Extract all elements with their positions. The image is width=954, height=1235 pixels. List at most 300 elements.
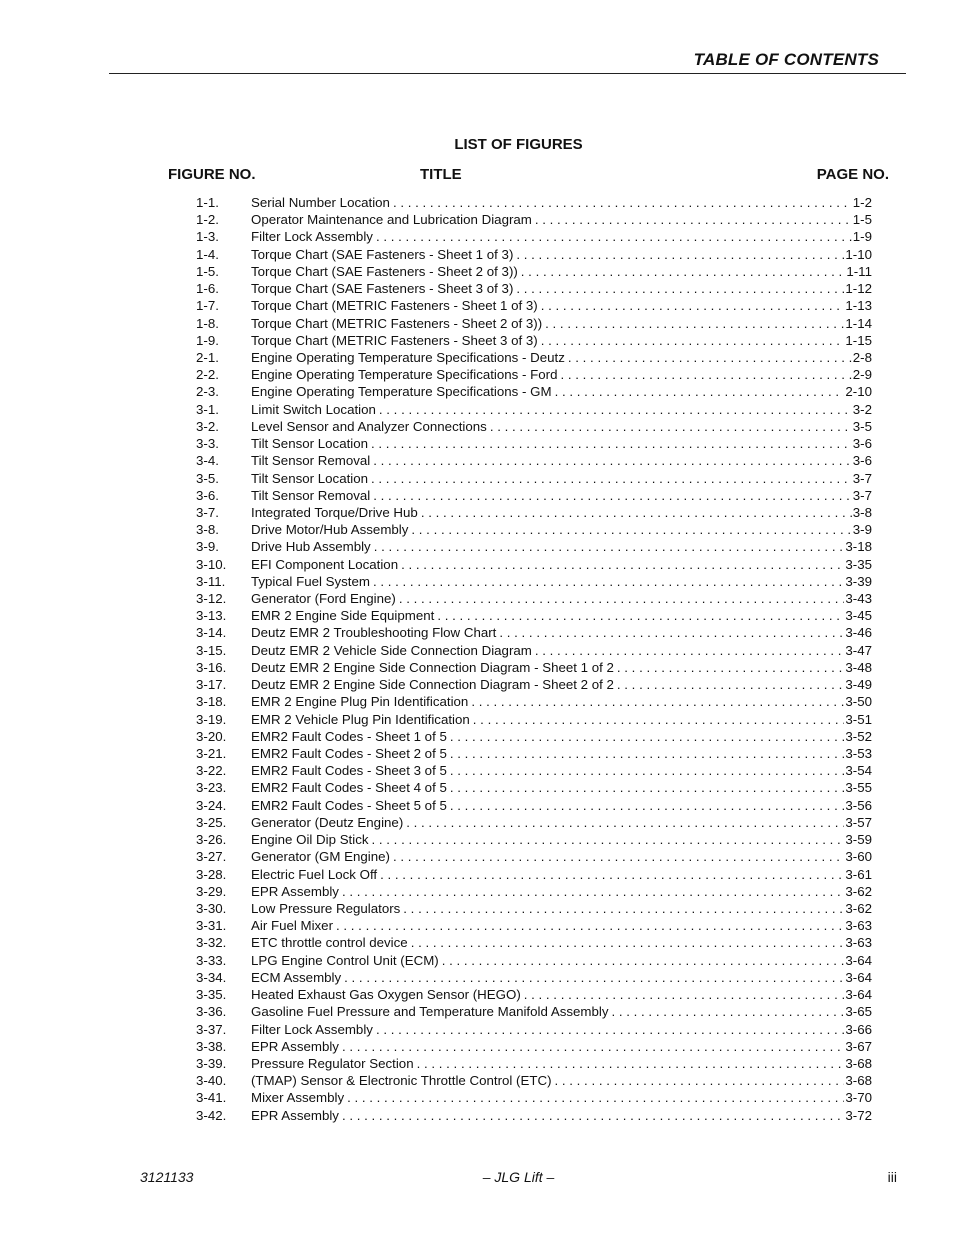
dot-leader	[342, 883, 844, 900]
figure-title: EMR2 Fault Codes - Sheet 5 of 5	[251, 797, 450, 814]
figure-title: Drive Motor/Hub Assembly	[251, 521, 411, 538]
section-title: TABLE OF CONTENTS	[693, 50, 879, 69]
entry-line	[251, 470, 872, 487]
figure-title: Tilt Sensor Location	[251, 470, 371, 487]
entry-line	[251, 728, 872, 745]
figure-page: 3-62	[845, 883, 872, 899]
figure-title: EPR Assembly	[251, 1107, 342, 1124]
figure-number: 1-3.	[196, 229, 219, 245]
figure-number: 1-9.	[196, 332, 219, 348]
list-item[interactable]	[196, 521, 872, 538]
list-item[interactable]	[196, 418, 872, 435]
list-item[interactable]	[196, 986, 872, 1003]
figure-page: 3-5	[852, 418, 872, 434]
dot-leader	[611, 1003, 844, 1020]
figure-title: Deutz EMR 2 Engine Side Connection Diagram - Sheet 2 of 2	[251, 676, 617, 693]
figure-number: 3-17.	[196, 677, 227, 693]
entry-line	[251, 504, 872, 521]
figure-number: 2-1.	[196, 349, 219, 365]
list-item[interactable]	[196, 383, 872, 400]
figure-number: 3-12.	[196, 591, 227, 607]
list-item[interactable]	[196, 866, 872, 883]
list-item[interactable]	[196, 779, 872, 796]
entry-line	[251, 607, 872, 624]
figure-number: 1-1.	[196, 195, 219, 210]
figure-page: 3-53	[845, 746, 872, 761]
list-item[interactable]	[196, 642, 872, 659]
entry-line	[251, 745, 872, 762]
list-item[interactable]	[196, 211, 872, 228]
figure-page: 3-18	[845, 539, 872, 555]
figure-title: Low Pressure Regulators	[251, 900, 403, 917]
dot-leader	[342, 1038, 844, 1055]
entry-line	[251, 401, 872, 418]
list-item[interactable]	[196, 883, 872, 900]
list-item[interactable]	[196, 349, 872, 366]
figure-page: 2-9	[852, 367, 872, 383]
entry-line	[251, 952, 872, 969]
figure-number: 3-7.	[196, 504, 219, 520]
dot-leader	[374, 538, 845, 555]
entry-line	[251, 435, 872, 452]
figure-number: 3-26.	[196, 832, 227, 848]
figure-number: 3-20.	[196, 728, 227, 744]
figure-page: 1-9	[852, 229, 872, 245]
figure-page: 1-11	[846, 263, 872, 279]
figure-page: 3-55	[845, 780, 872, 796]
entry-line	[251, 590, 872, 607]
dot-leader	[516, 246, 844, 263]
list-item[interactable]	[196, 745, 872, 762]
entry-line	[251, 573, 872, 590]
figure-page: 1-14	[845, 315, 872, 331]
list-item[interactable]	[196, 297, 872, 314]
entry-line	[251, 711, 872, 728]
figure-title: (TMAP) Sensor & Electronic Throttle Control (ETC)	[251, 1072, 555, 1089]
list-item[interactable]	[196, 952, 872, 969]
figure-number: 1-4.	[196, 246, 219, 262]
list-item[interactable]	[196, 452, 872, 469]
list-item[interactable]	[196, 280, 872, 297]
list-heading: LIST OF FIGURES	[454, 136, 583, 153]
entry-line	[251, 797, 872, 814]
figure-number: 1-5.	[196, 263, 219, 279]
figure-page: 2-10	[845, 384, 872, 400]
figure-number: 3-36.	[196, 1004, 227, 1020]
figure-number: 3-22.	[196, 763, 227, 779]
dot-leader	[471, 693, 844, 710]
list-item[interactable]	[196, 435, 872, 452]
entry-line	[251, 556, 872, 573]
dot-leader	[473, 711, 845, 728]
dot-leader	[450, 728, 845, 745]
figure-number: 3-14.	[196, 625, 227, 641]
figure-title: Serial Number Location	[251, 194, 393, 211]
figure-number: 3-24.	[196, 797, 227, 813]
figure-title: Torque Chart (METRIC Fasteners - Sheet 2 of 3))	[251, 315, 545, 332]
figure-title: Torque Chart (METRIC Fasteners - Sheet 3 of 3)	[251, 332, 541, 349]
list-item[interactable]	[196, 624, 872, 641]
entry-line	[251, 332, 872, 349]
figure-page: 3-70	[845, 1090, 872, 1106]
dot-leader	[541, 332, 845, 349]
entry-line	[251, 986, 872, 1003]
list-item[interactable]	[196, 246, 872, 263]
figure-title: EMR2 Fault Codes - Sheet 4 of 5	[251, 779, 450, 796]
figure-title: Tilt Sensor Location	[251, 435, 371, 452]
dot-leader	[373, 452, 852, 469]
dot-leader	[450, 779, 845, 796]
entry-line	[251, 418, 872, 435]
figure-page: 3-52	[845, 728, 872, 744]
list-item[interactable]	[196, 1021, 872, 1038]
figure-title: EFI Component Location	[251, 556, 401, 573]
entry-line	[251, 866, 872, 883]
list-item[interactable]	[196, 366, 872, 383]
figure-page: 3-43	[845, 591, 872, 607]
list-item[interactable]	[196, 1072, 872, 1089]
list-item[interactable]	[196, 315, 872, 332]
list-item[interactable]	[196, 194, 872, 211]
footer-brand: – JLG Lift –	[482, 1169, 555, 1185]
figure-page: 3-60	[845, 849, 872, 865]
figure-page: 3-62	[845, 900, 872, 916]
entry-line	[251, 452, 872, 469]
figure-title: ETC throttle control device	[251, 934, 411, 951]
dot-leader	[541, 297, 845, 314]
dot-leader	[450, 745, 845, 762]
figure-page: 3-50	[845, 694, 872, 710]
list-item[interactable]	[196, 228, 872, 245]
dot-leader	[336, 917, 844, 934]
entry-line	[251, 624, 872, 641]
figure-title: Deutz EMR 2 Vehicle Side Connection Diagram	[251, 642, 535, 659]
entry-line	[251, 383, 872, 400]
entry-line	[251, 676, 872, 693]
list-item[interactable]	[196, 969, 872, 986]
figure-number: 3-23.	[196, 780, 227, 796]
dot-leader	[555, 1072, 845, 1089]
dot-leader	[568, 349, 852, 366]
figure-title: Integrated Torque/Drive Hub	[251, 504, 421, 521]
list-item[interactable]	[196, 659, 872, 676]
column-header-title: TITLE	[420, 166, 462, 183]
page-number: iii	[887, 1169, 897, 1185]
dot-leader	[372, 831, 845, 848]
figure-title: Generator (GM Engine)	[251, 848, 393, 865]
figure-number: 3-19.	[196, 711, 227, 727]
figure-title: Electric Fuel Lock Off	[251, 866, 380, 883]
figure-page: 3-8	[852, 504, 872, 520]
figure-title: LPG Engine Control Unit (ECM)	[251, 952, 442, 969]
dot-leader	[406, 814, 844, 831]
figure-number: 3-35.	[196, 987, 227, 1003]
figure-page: 1-10	[845, 246, 872, 262]
figure-page: 3-68	[845, 1055, 872, 1071]
figure-title: EMR2 Fault Codes - Sheet 3 of 5	[251, 762, 450, 779]
entry-line	[251, 521, 872, 538]
figure-page: 3-56	[845, 797, 872, 813]
figure-page: 3-64	[845, 952, 872, 968]
dot-leader	[411, 521, 851, 538]
list-item[interactable]	[196, 797, 872, 814]
figure-page: 3-72	[845, 1107, 872, 1123]
figure-page: 3-2	[852, 401, 872, 417]
list-item[interactable]	[196, 556, 872, 573]
dot-leader	[373, 573, 844, 590]
dot-leader	[560, 366, 851, 383]
list-item[interactable]	[196, 487, 872, 504]
entry-line	[251, 917, 872, 934]
dot-leader	[617, 659, 844, 676]
figure-title: Torque Chart (SAE Fasteners - Sheet 3 of 3)	[251, 280, 516, 297]
figure-title: Torque Chart (SAE Fasteners - Sheet 2 of 3))	[251, 263, 521, 280]
figure-page: 1-12	[845, 281, 872, 297]
figure-number: 3-42.	[196, 1107, 227, 1123]
dot-leader	[450, 797, 845, 814]
dot-leader	[393, 848, 844, 865]
figure-page: 3-47	[845, 642, 872, 658]
list-item[interactable]	[196, 934, 872, 951]
entry-line	[251, 779, 872, 796]
figure-title: Engine Operating Temperature Specifications - Ford	[251, 366, 560, 383]
figure-page: 3-6	[852, 436, 872, 452]
figure-page: 3-66	[845, 1021, 872, 1037]
list-item[interactable]	[196, 1003, 872, 1020]
list-item[interactable]	[196, 693, 872, 710]
dot-leader	[376, 1021, 844, 1038]
list-item[interactable]	[196, 676, 872, 693]
figure-number: 1-2.	[196, 212, 219, 228]
figure-number: 1-7.	[196, 298, 219, 314]
figure-page: 1-13	[845, 298, 872, 314]
list-item[interactable]	[196, 607, 872, 624]
figure-title: Operator Maintenance and Lubrication Diagram	[251, 211, 535, 228]
dot-leader	[371, 435, 852, 452]
figure-title: Torque Chart (METRIC Fasteners - Sheet 1 of 3)	[251, 297, 541, 314]
dot-leader	[437, 607, 844, 624]
dot-leader	[545, 315, 844, 332]
list-item[interactable]	[196, 917, 872, 934]
list-item[interactable]	[196, 470, 872, 487]
list-item[interactable]	[196, 814, 872, 831]
figure-number: 3-5.	[196, 470, 219, 486]
dot-leader	[417, 1055, 845, 1072]
figure-number: 3-15.	[196, 642, 227, 658]
figure-page: 3-64	[845, 987, 872, 1003]
list-item[interactable]	[196, 573, 872, 590]
list-item[interactable]	[196, 728, 872, 745]
figure-title: EPR Assembly	[251, 1038, 342, 1055]
entry-line	[251, 762, 872, 779]
figure-page: 3-61	[845, 866, 872, 882]
figure-number: 3-6.	[196, 487, 219, 503]
list-item[interactable]	[196, 1089, 872, 1106]
figure-page: 3-7	[852, 487, 872, 503]
figure-number: 2-3.	[196, 384, 219, 400]
dot-leader	[342, 1107, 844, 1124]
figure-title: Generator (Ford Engine)	[251, 590, 399, 607]
figure-title: Tilt Sensor Removal	[251, 487, 373, 504]
figure-page: 3-63	[845, 935, 872, 951]
figure-list	[196, 194, 872, 1124]
figure-number: 3-4.	[196, 453, 219, 469]
list-item[interactable]	[196, 1055, 872, 1072]
figure-number: 3-34.	[196, 969, 227, 985]
entry-line	[251, 263, 872, 280]
dot-leader	[442, 952, 845, 969]
dot-leader	[490, 418, 852, 435]
entry-line	[251, 883, 872, 900]
figure-number: 3-21.	[196, 746, 227, 761]
figure-page: 3-68	[845, 1073, 872, 1089]
figure-number: 3-32.	[196, 935, 227, 951]
figure-number: 3-1.	[196, 401, 219, 417]
entry-line	[251, 297, 872, 314]
figure-number: 3-31.	[196, 918, 227, 934]
figure-page: 2-8	[852, 349, 872, 365]
figure-number: 3-27.	[196, 849, 227, 865]
entry-line	[251, 246, 872, 263]
figure-title: Limit Switch Location	[251, 401, 379, 418]
figure-title: Gasoline Fuel Pressure and Temperature Manifold Assembly	[251, 1003, 611, 1020]
figure-page: 3-48	[845, 659, 872, 675]
list-item[interactable]	[196, 848, 872, 865]
figure-page: 3-49	[845, 677, 872, 693]
figure-title: Engine Operating Temperature Specifications - GM	[251, 383, 555, 400]
figure-page: 3-65	[845, 1004, 872, 1020]
figure-title: Filter Lock Assembly	[251, 1021, 376, 1038]
figure-number: 3-33.	[196, 952, 227, 968]
figure-number: 3-8.	[196, 522, 219, 538]
figure-number: 3-11.	[196, 573, 226, 589]
entry-line	[251, 969, 872, 986]
column-header-page: PAGE NO.	[816, 166, 889, 183]
entry-line	[251, 848, 872, 865]
figure-number: 3-9.	[196, 539, 219, 555]
figure-title: EMR2 Fault Codes - Sheet 1 of 5	[251, 728, 450, 745]
figure-title: Air Fuel Mixer	[251, 917, 336, 934]
figure-page: 1-2	[852, 195, 872, 210]
entry-line	[251, 211, 872, 228]
dot-leader	[555, 383, 845, 400]
dot-leader	[344, 969, 844, 986]
figure-title: EMR 2 Engine Plug Pin Identification	[251, 693, 471, 710]
figure-number: 3-41.	[196, 1090, 227, 1106]
figure-page: 3-39	[845, 573, 872, 589]
dot-leader	[421, 504, 852, 521]
list-item[interactable]	[196, 401, 872, 418]
entry-line	[251, 1021, 872, 1038]
figure-number: 3-29.	[196, 883, 227, 899]
dot-leader	[535, 642, 845, 659]
list-item[interactable]	[196, 1038, 872, 1055]
figure-title: EMR 2 Engine Side Equipment	[251, 607, 437, 624]
entry-line	[251, 1089, 872, 1106]
list-item[interactable]	[196, 831, 872, 848]
figure-page: 1-5	[852, 212, 872, 228]
figure-number: 3-3.	[196, 436, 219, 452]
figure-title: Torque Chart (SAE Fasteners - Sheet 1 of 3)	[251, 246, 516, 263]
figure-number: 3-38.	[196, 1038, 227, 1054]
entry-line	[251, 642, 872, 659]
figure-title: Engine Oil Dip Stick	[251, 831, 372, 848]
figure-number: 3-39.	[196, 1055, 227, 1071]
dot-leader	[401, 556, 844, 573]
figure-number: 3-28.	[196, 866, 227, 882]
list-item[interactable]	[196, 504, 872, 521]
document-number: 3121133	[140, 1169, 194, 1185]
figure-number: 2-2.	[196, 367, 219, 383]
figure-number: 3-40.	[196, 1073, 227, 1089]
entry-line	[251, 1003, 872, 1020]
figure-page: 3-51	[845, 711, 872, 727]
figure-title: Generator (Deutz Engine)	[251, 814, 406, 831]
figure-title: EMR 2 Vehicle Plug Pin Identification	[251, 711, 473, 728]
figure-title: Heated Exhaust Gas Oxygen Sensor (HEGO)	[251, 986, 524, 1003]
entry-line	[251, 366, 872, 383]
list-item[interactable]	[196, 332, 872, 349]
entry-line	[251, 228, 872, 245]
figure-page: 3-64	[845, 969, 872, 985]
dot-leader	[521, 263, 846, 280]
dot-leader	[524, 986, 845, 1003]
figure-number: 3-2.	[196, 418, 219, 434]
figure-title: ECM Assembly	[251, 969, 344, 986]
entry-line	[251, 1055, 872, 1072]
entry-line	[251, 831, 872, 848]
dot-leader	[379, 401, 852, 418]
entry-line	[251, 349, 872, 366]
dot-leader	[376, 228, 852, 245]
entry-line	[251, 487, 872, 504]
header-divider	[109, 73, 906, 74]
list-item[interactable]	[196, 711, 872, 728]
figure-number: 3-25.	[196, 814, 227, 830]
figure-page: 3-45	[845, 608, 872, 624]
figure-page: 3-59	[845, 832, 872, 848]
list-item[interactable]	[196, 590, 872, 607]
figure-number: 1-8.	[196, 315, 219, 331]
figure-title: Deutz EMR 2 Troubleshooting Flow Chart	[251, 624, 499, 641]
figure-page: 3-54	[845, 763, 872, 779]
figure-number: 3-16.	[196, 659, 227, 675]
list-item[interactable]	[196, 900, 872, 917]
dot-leader	[499, 624, 844, 641]
figure-title: Engine Operating Temperature Specifications - Deutz	[251, 349, 568, 366]
figure-page: 1-15	[845, 332, 872, 348]
figure-page: 3-57	[845, 814, 872, 830]
dot-leader	[347, 1089, 844, 1106]
figure-title: EMR2 Fault Codes - Sheet 2 of 5	[251, 745, 450, 762]
dot-leader	[411, 934, 845, 951]
figure-page: 3-67	[845, 1038, 872, 1054]
entry-line	[251, 315, 872, 332]
entry-line	[251, 1038, 872, 1055]
figure-number: 3-10.	[196, 556, 227, 572]
entry-line	[251, 693, 872, 710]
figure-page: 3-7	[852, 470, 872, 486]
list-item[interactable]	[196, 538, 872, 555]
dot-leader	[516, 280, 844, 297]
list-item[interactable]	[196, 762, 872, 779]
list-item[interactable]	[196, 263, 872, 280]
column-header-figure: FIGURE NO.	[168, 166, 256, 183]
entry-line	[251, 194, 872, 211]
entry-line	[251, 934, 872, 951]
figure-number: 3-30.	[196, 900, 227, 916]
list-item[interactable]	[196, 1107, 872, 1124]
